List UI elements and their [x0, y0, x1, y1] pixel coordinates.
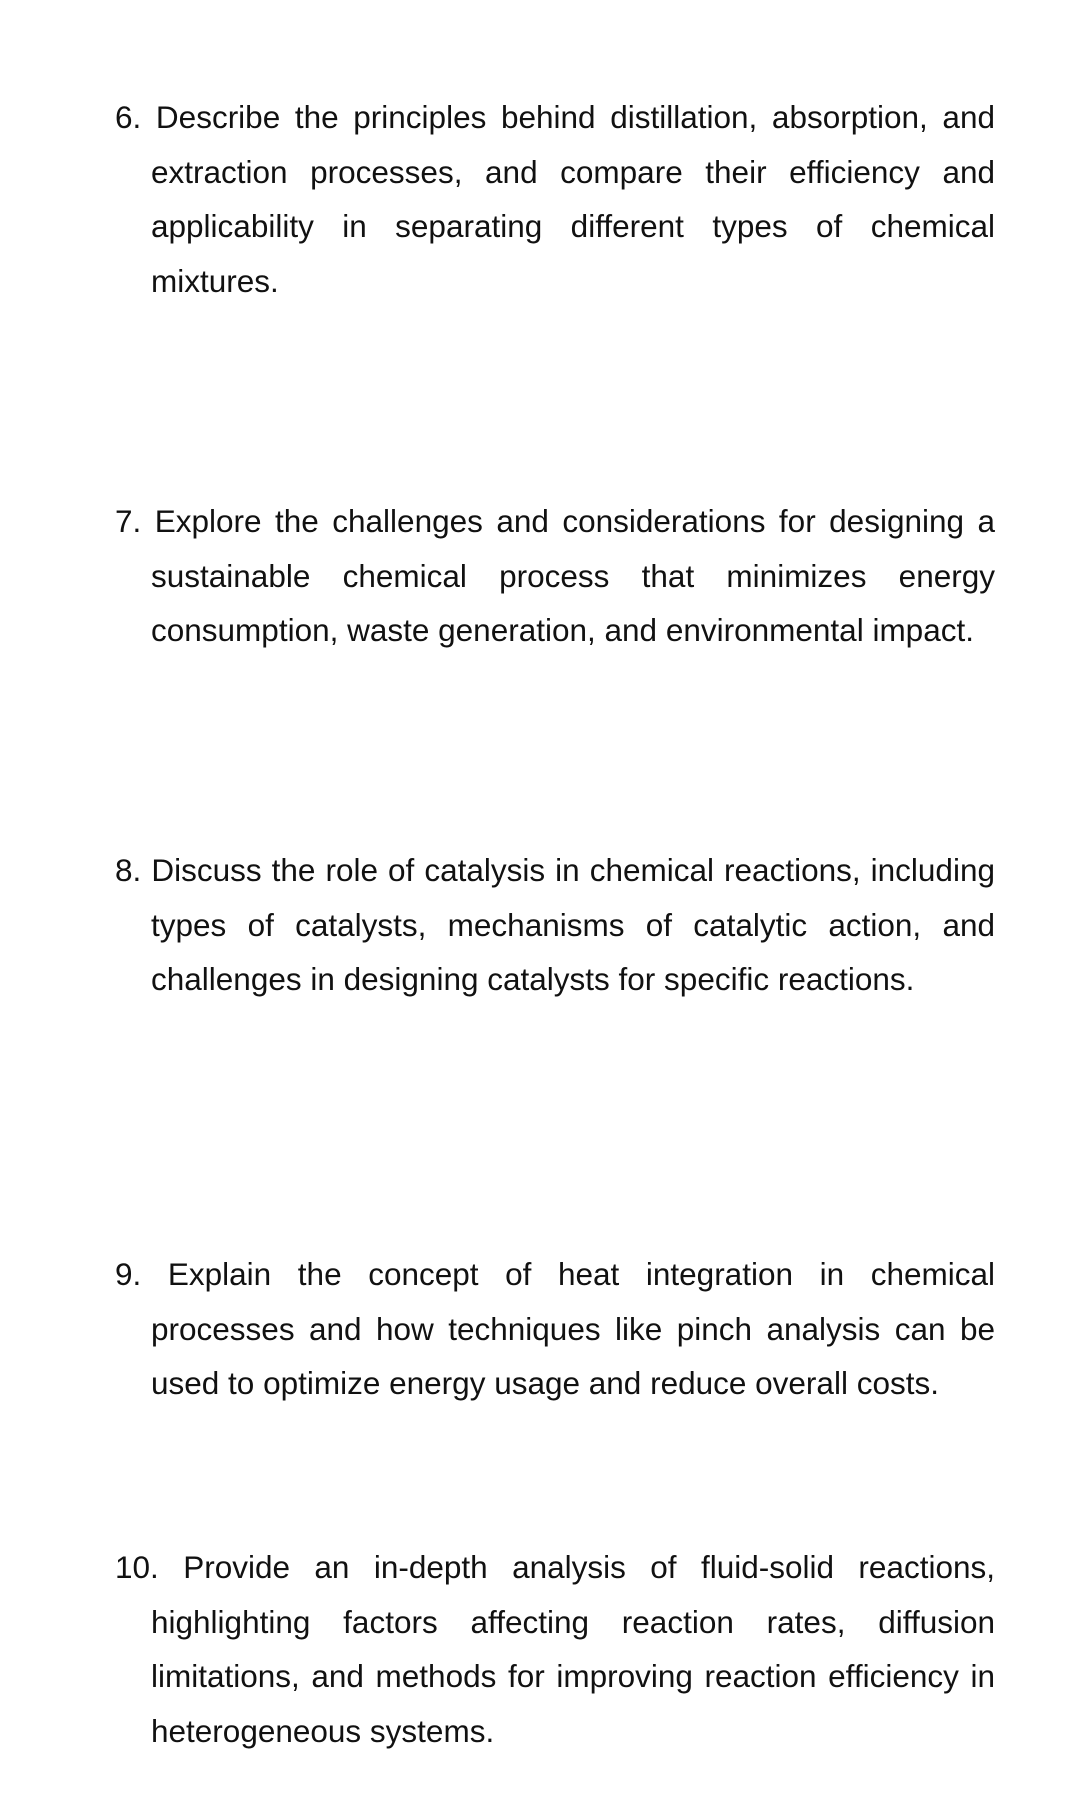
question-item-8 [115, 843, 995, 1007]
question-number: 9. [115, 1256, 142, 1292]
question-text: Describe the principles behind distillation, absorption, and extraction processes, and compare their efficiency and applicability in separating different types of chemical mixtures. [151, 99, 995, 299]
question-item-9 [115, 1247, 995, 1411]
question-text: Discuss the role of catalysis in chemical reactions, including types of catalysts, mechanisms of catalytic action, and challenges in designing catalysts for specific reactions. [151, 852, 995, 997]
question-number: 8. [115, 852, 142, 888]
question-item-7 [115, 494, 995, 658]
question-item-6 [115, 90, 995, 308]
question-item-10 [115, 1540, 995, 1758]
question-text: Explain the concept of heat integration in chemical processes and how techniques like pinch analysis can be used to optimize energy usage and reduce overall costs. [151, 1256, 995, 1401]
question-text: Explore the challenges and considerations for designing a sustainable chemical process that minimizes energy consumption, waste generation, and environmental impact. [151, 503, 995, 648]
question-number: 10. [115, 1549, 159, 1585]
question-number: 7. [115, 503, 142, 539]
question-number: 6. [115, 99, 142, 135]
question-text: Provide an in-depth analysis of fluid-solid reactions, highlighting factors affecting reaction rates, diffusion limitations, and methods for improving reaction efficiency in heterogeneous systems. [151, 1549, 995, 1749]
